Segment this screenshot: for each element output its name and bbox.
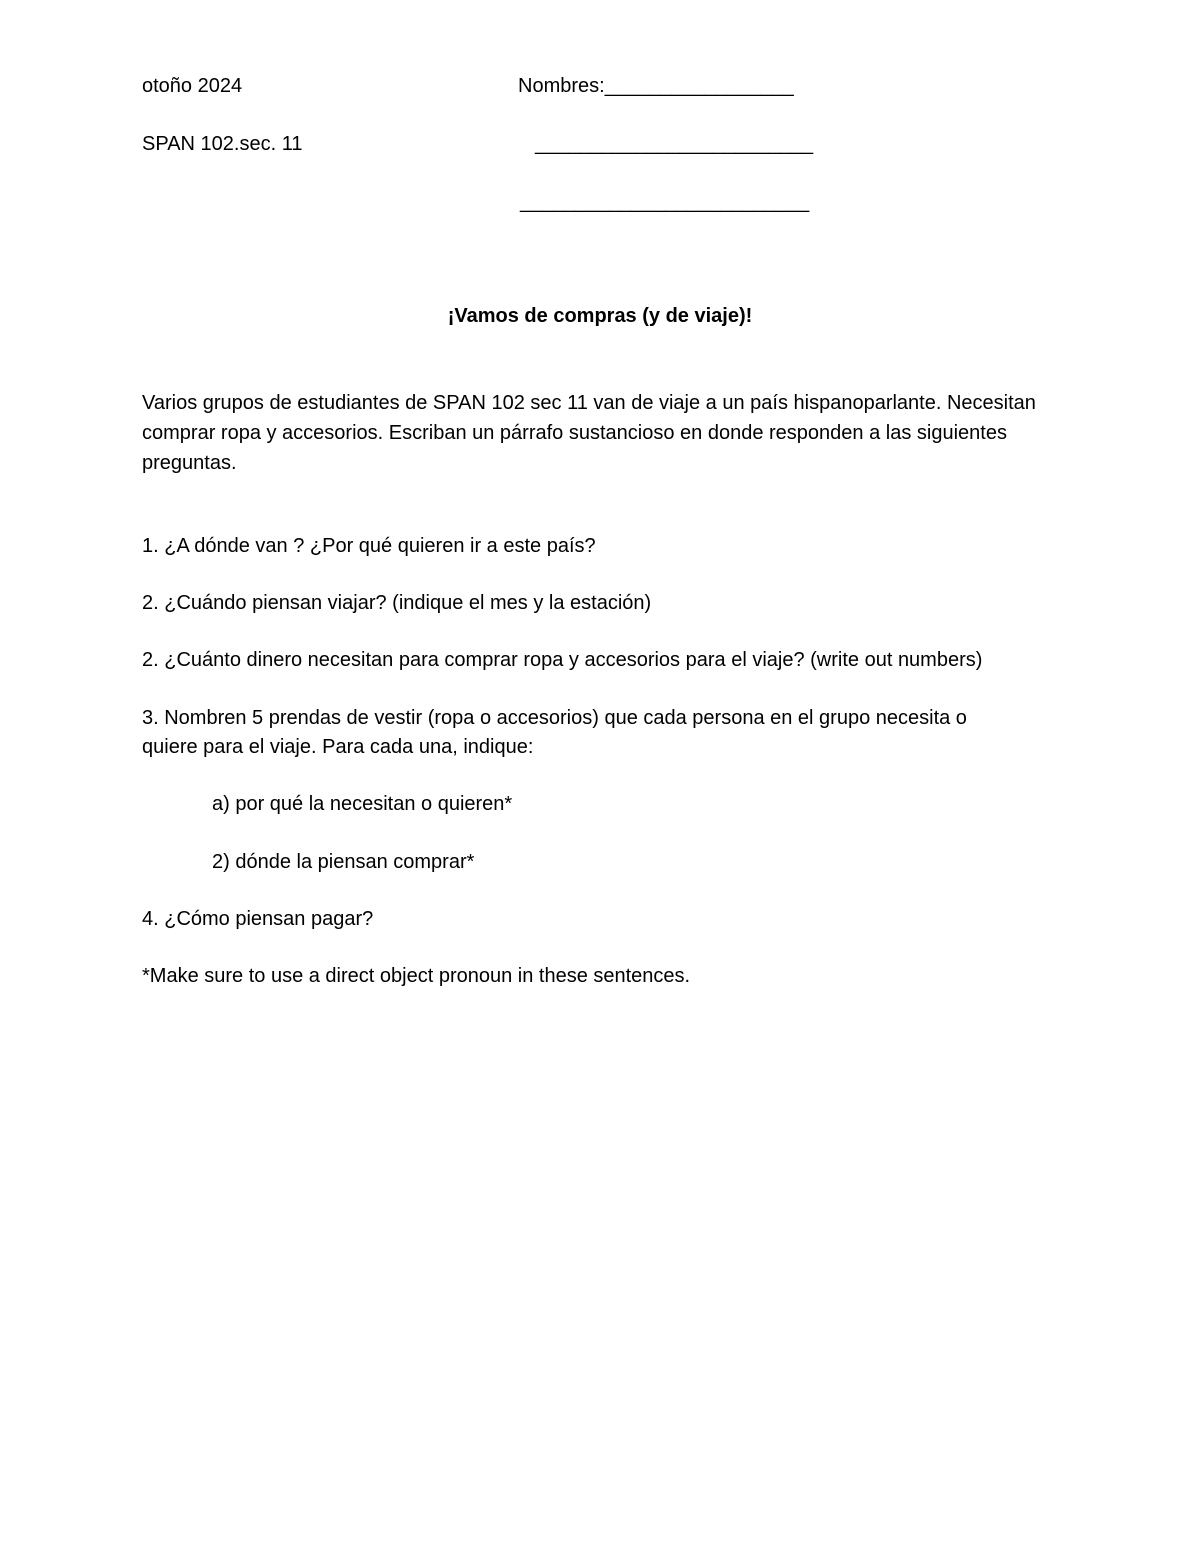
page-title: ¡Vamos de compras (y de viaje)!	[447, 305, 753, 327]
course-label: SPAN 102.sec. 11	[142, 133, 303, 155]
question-2a: 2. ¿Cuándo piensan viajar? (indique el mes y la estación)	[142, 592, 652, 614]
term-label: otoño 2024	[142, 75, 243, 97]
names-field-3: __________________________	[520, 191, 810, 213]
names-field-2: _________________________	[535, 133, 814, 155]
intro-paragraph: Varios grupos de estudiantes de SPAN 102 sec 11 van de viaje a un país hispanoparlante. Necesitan comprar ropa y accesorios. Escriban un párrafo sustancioso en donde responden a las siguientes preguntas.	[142, 392, 1036, 474]
question-4: 4. ¿Cómo piensan pagar?	[142, 908, 374, 930]
question-2b: 2. ¿Cuánto dinero necesitan para comprar ropa y accesorios para el viaje? (write out numbers)	[142, 649, 983, 671]
question-3-line-1: 3. Nombren 5 prendas de vestir (ropa o accesorios) que cada persona en el grupo necesita o	[142, 707, 967, 729]
question-3-line-2: quiere para el viaje. Para cada una, indique:	[142, 736, 534, 758]
question-3-sub-a: a) por qué la necesitan o quieren*	[212, 793, 513, 815]
footnote: *Make sure to use a direct object pronoun in these sentences.	[142, 965, 691, 987]
question-3-sub-b: 2) dónde la piensan comprar*	[212, 851, 475, 873]
question-1: 1. ¿A dónde van ? ¿Por qué quieren ir a este país?	[142, 535, 596, 557]
names-field-1: Nombres:_________________	[518, 75, 794, 97]
